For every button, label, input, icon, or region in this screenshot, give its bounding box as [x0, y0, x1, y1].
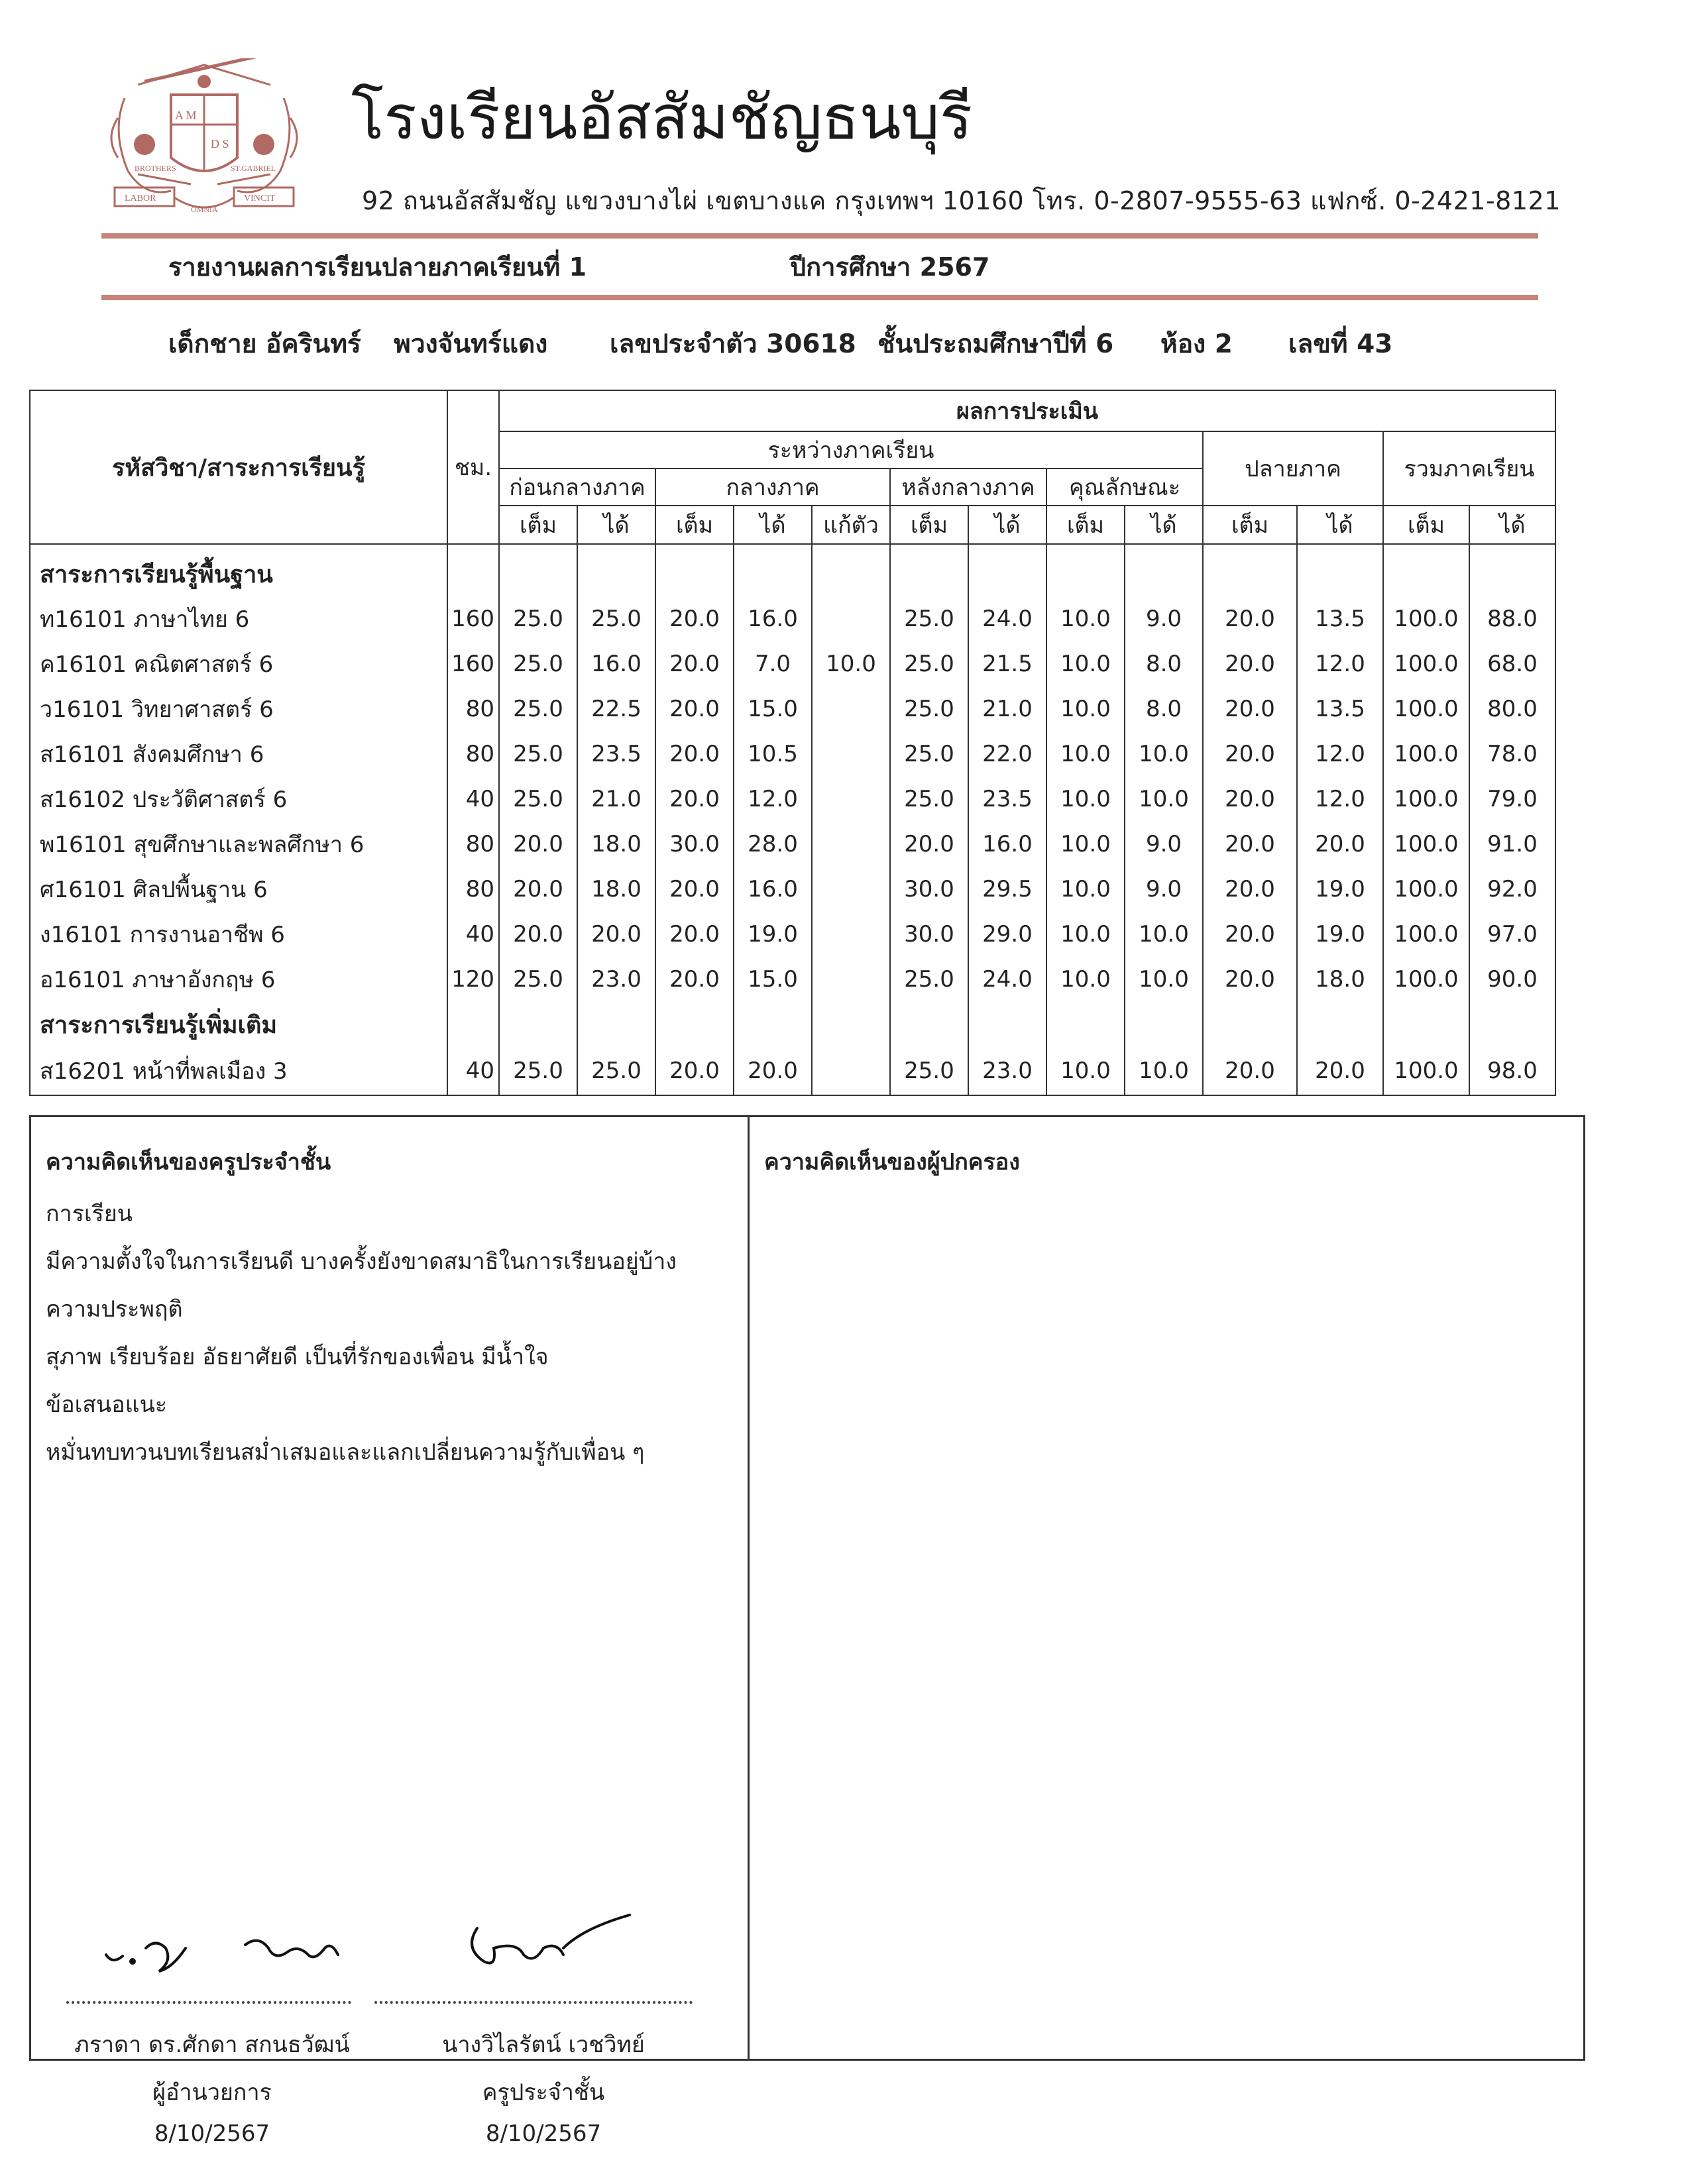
grades-table: [29, 390, 1556, 1096]
table-row: [30, 867, 1555, 912]
parent-comment-title: ความคิดเห็นของผู้ปกครอง: [764, 1149, 1020, 1175]
table-group-row: [30, 544, 1555, 596]
score-cell: 20.0: [890, 822, 968, 867]
score-cell: 20.0: [499, 822, 577, 867]
logo-left-letters: A M: [175, 109, 197, 122]
score-cell: 100.0: [1383, 777, 1469, 822]
score-cell: 10.0: [1046, 912, 1125, 957]
score-cell: [499, 544, 577, 596]
score-cell: 13.5: [1297, 686, 1383, 732]
score-cell: 100.0: [1383, 1047, 1469, 1095]
score-cell: 25.0: [890, 777, 968, 822]
score-cell: 19.0: [1297, 867, 1383, 912]
director-date: 8/10/2567: [154, 2120, 270, 2147]
score-cell: 18.0: [577, 822, 655, 867]
subject-name: ท16101 ภาษาไทย 6: [30, 596, 447, 641]
header-got: ได้: [1469, 506, 1555, 544]
score-cell: [968, 1002, 1046, 1047]
score-cell: 21.5: [968, 641, 1046, 686]
logo-banner-right: ST.GABRIEL: [231, 164, 276, 173]
score-cell: 20.0: [734, 1047, 812, 1095]
score-cell: [499, 1002, 577, 1047]
score-cell: 10.0: [1046, 732, 1125, 777]
header-remedial: แก้ตัว: [812, 506, 890, 544]
score-cell: 25.0: [890, 641, 968, 686]
subject-name: ว16101 วิทยาศาสตร์ 6: [30, 686, 447, 732]
header-got: ได้: [1125, 506, 1203, 544]
score-cell: 100.0: [1383, 596, 1469, 641]
score-cell: 20.0: [1203, 777, 1297, 822]
comment-line: มีความตั้งใจในการเรียนดี บางครั้งยังขาดสมาธิในการเรียนอยู่บ้าง: [46, 1248, 677, 1275]
score-cell: 8.0: [1125, 686, 1203, 732]
score-cell: [812, 686, 890, 732]
director-signature: [93, 1908, 358, 1988]
header-got: ได้: [577, 506, 655, 544]
score-cell: 10.0: [1046, 641, 1125, 686]
subject-name: ง16101 การงานอาชีพ 6: [30, 912, 447, 957]
score-cell: 10.0: [1125, 732, 1203, 777]
score-cell: 13.5: [1297, 596, 1383, 641]
table-row: [30, 686, 1555, 732]
header-full: เต็ม: [655, 506, 734, 544]
student-number: เลขที่ 43: [1288, 329, 1393, 359]
score-cell: 79.0: [1469, 777, 1555, 822]
score-cell: [577, 1002, 655, 1047]
score-cell: 28.0: [734, 822, 812, 867]
subject-name: ส16101 สังคมศึกษา 6: [30, 732, 447, 777]
score-cell: 20.0: [655, 596, 734, 641]
score-cell: 23.5: [968, 777, 1046, 822]
parent-comment-box: [750, 1115, 1585, 2061]
score-cell: 16.0: [734, 596, 812, 641]
score-cell: 12.0: [1297, 641, 1383, 686]
director-signature-line: [66, 2001, 351, 2004]
score-cell: [1383, 544, 1469, 596]
score-cell: 20.0: [1297, 822, 1383, 867]
score-cell: 25.0: [577, 596, 655, 641]
score-cell: [655, 1002, 734, 1047]
header-subject: รหัสวิชา/สาระการเรียนรู้: [30, 390, 447, 544]
score-cell: 20.0: [655, 867, 734, 912]
director-role: ผู้อำนวยการ: [152, 2079, 272, 2106]
score-cell: 18.0: [577, 867, 655, 912]
hours-cell: 80: [447, 867, 499, 912]
score-cell: 20.0: [1297, 1047, 1383, 1095]
comment-line: ความประพฤติ: [46, 1296, 183, 1323]
score-cell: 9.0: [1125, 822, 1203, 867]
score-cell: [812, 544, 890, 596]
score-cell: 20.0: [1203, 686, 1297, 732]
score-cell: 25.0: [890, 686, 968, 732]
score-cell: 25.0: [499, 641, 577, 686]
score-cell: 100.0: [1383, 957, 1469, 1002]
score-cell: 8.0: [1125, 641, 1203, 686]
score-cell: 16.0: [968, 822, 1046, 867]
table-row: [30, 641, 1555, 686]
score-cell: 25.0: [499, 777, 577, 822]
header-got: ได้: [734, 506, 812, 544]
score-cell: 18.0: [1297, 957, 1383, 1002]
score-cell: 20.0: [655, 732, 734, 777]
header-midterm: กลางภาค: [655, 468, 890, 506]
header-full: เต็ม: [890, 506, 968, 544]
hours-cell: 40: [447, 912, 499, 957]
score-cell: 20.0: [655, 641, 734, 686]
score-cell: 12.0: [734, 777, 812, 822]
score-cell: 7.0: [734, 641, 812, 686]
score-cell: [1046, 1002, 1125, 1047]
header-full: เต็ม: [1046, 506, 1125, 544]
teacher-name: นางวิไลรัตน์ เวชวิทย์: [442, 2032, 645, 2058]
report-title: รายงานผลการเรียนปลายภาคเรียนที่ 1: [168, 252, 587, 282]
score-cell: 10.5: [734, 732, 812, 777]
comment-line: ข้อเสนอแนะ: [46, 1392, 168, 1418]
header-full: เต็ม: [1383, 506, 1469, 544]
score-cell: 25.0: [890, 1047, 968, 1095]
score-cell: 20.0: [1203, 867, 1297, 912]
score-cell: 25.0: [890, 957, 968, 1002]
score-cell: 20.0: [655, 686, 734, 732]
score-cell: 30.0: [655, 822, 734, 867]
school-crest-logo: [98, 58, 310, 217]
header-post-midterm: หลังกลางภาค: [890, 468, 1046, 506]
score-cell: 30.0: [890, 912, 968, 957]
teacher-signature-line: [374, 2001, 693, 2004]
hours-cell: 80: [447, 732, 499, 777]
score-cell: 10.0: [1046, 867, 1125, 912]
score-cell: 22.0: [968, 732, 1046, 777]
director-name: ภราดา ดร.ศักดา สกนธวัฒน์: [74, 2032, 350, 2058]
score-cell: 20.0: [1203, 641, 1297, 686]
header-rule-top: [101, 233, 1538, 239]
score-cell: [812, 867, 890, 912]
header-full: เต็ม: [499, 506, 577, 544]
academic-year: ปีการศึกษา 2567: [790, 252, 990, 282]
table-row: [30, 732, 1555, 777]
score-cell: 23.0: [577, 957, 655, 1002]
score-cell: 16.0: [734, 867, 812, 912]
hours-cell: 160: [447, 596, 499, 641]
table-row: [30, 822, 1555, 867]
score-cell: 24.0: [968, 596, 1046, 641]
score-cell: 100.0: [1383, 912, 1469, 957]
score-cell: [577, 544, 655, 596]
header-assessment: ผลการประเมิน: [499, 390, 1555, 431]
score-cell: 12.0: [1297, 732, 1383, 777]
score-cell: 100.0: [1383, 732, 1469, 777]
score-cell: 90.0: [1469, 957, 1555, 1002]
score-cell: 20.0: [1203, 732, 1297, 777]
score-cell: 21.0: [577, 777, 655, 822]
score-cell: 97.0: [1469, 912, 1555, 957]
score-cell: 30.0: [890, 867, 968, 912]
score-cell: 78.0: [1469, 732, 1555, 777]
score-cell: 25.0: [890, 596, 968, 641]
score-cell: [890, 544, 968, 596]
teacher-comment-title: ความคิดเห็นของครูประจำชั้น: [46, 1149, 331, 1175]
score-cell: 9.0: [1125, 867, 1203, 912]
score-cell: [812, 777, 890, 822]
score-cell: 10.0: [1125, 777, 1203, 822]
score-cell: [734, 544, 812, 596]
score-cell: [812, 912, 890, 957]
subject-name: พ16101 สุขศึกษาและพลศึกษา 6: [30, 822, 447, 867]
header-rule-bottom: [101, 295, 1538, 300]
score-cell: 19.0: [1297, 912, 1383, 957]
score-cell: 100.0: [1383, 686, 1469, 732]
header-hours: ชม.: [447, 390, 499, 544]
score-cell: 25.0: [499, 596, 577, 641]
score-cell: 20.0: [499, 912, 577, 957]
score-cell: 10.0: [1125, 912, 1203, 957]
header-final: ปลายภาค: [1203, 431, 1383, 506]
header-got: ได้: [1297, 506, 1383, 544]
score-cell: 23.0: [968, 1047, 1046, 1095]
score-cell: 25.0: [499, 732, 577, 777]
score-cell: [1125, 1002, 1203, 1047]
score-cell: [812, 1047, 890, 1095]
score-cell: [1297, 1002, 1383, 1047]
score-cell: 25.0: [499, 1047, 577, 1095]
hours-cell: 80: [447, 822, 499, 867]
subject-name: ศ16101 ศิลปพื้นฐาน 6: [30, 867, 447, 912]
logo-motto-bottom: OMNIA: [191, 205, 218, 214]
table-group-row: [30, 1002, 1555, 1047]
table-row: [30, 596, 1555, 641]
score-cell: 12.0: [1297, 777, 1383, 822]
table-row: [30, 912, 1555, 957]
score-cell: [1469, 1002, 1555, 1047]
score-cell: 15.0: [734, 686, 812, 732]
subject-name: อ16101 ภาษาอังกฤษ 6: [30, 957, 447, 1002]
score-cell: [1125, 544, 1203, 596]
student-name: เด็กชาย อัครินทร์: [168, 329, 361, 359]
score-cell: 20.0: [1203, 822, 1297, 867]
hours-cell: [447, 1002, 499, 1047]
score-cell: 23.5: [577, 732, 655, 777]
score-cell: 98.0: [1469, 1047, 1555, 1095]
hours-cell: 40: [447, 777, 499, 822]
score-cell: [1297, 544, 1383, 596]
score-cell: 25.0: [890, 732, 968, 777]
logo-banner-left: BROTHERS: [135, 164, 176, 173]
hours-cell: [447, 544, 499, 596]
score-cell: 25.0: [577, 1047, 655, 1095]
score-cell: 20.0: [1203, 596, 1297, 641]
score-cell: 21.0: [968, 686, 1046, 732]
header-pre-midterm: ก่อนกลางภาค: [499, 468, 655, 506]
score-cell: [812, 957, 890, 1002]
table-row: [30, 957, 1555, 1002]
hours-cell: 160: [447, 641, 499, 686]
score-cell: [1383, 1002, 1469, 1047]
score-cell: 100.0: [1383, 641, 1469, 686]
subject-group-label: สาระการเรียนรู้พื้นฐาน: [30, 544, 447, 596]
table-row: [30, 1047, 1555, 1095]
score-cell: [812, 822, 890, 867]
score-cell: 10.0: [1046, 822, 1125, 867]
score-cell: 20.0: [1203, 1047, 1297, 1095]
score-cell: 20.0: [577, 912, 655, 957]
student-id: เลขประจำตัว 30618: [610, 329, 856, 359]
score-cell: 10.0: [1046, 1047, 1125, 1095]
score-cell: 20.0: [655, 912, 734, 957]
score-cell: 80.0: [1469, 686, 1555, 732]
subject-name: ส16102 ประวัติศาสตร์ 6: [30, 777, 447, 822]
teacher-date: 8/10/2567: [485, 2120, 602, 2147]
comment-line: สุภาพ เรียบร้อย อัธยาศัยดี เป็นที่รักของเพื่อน มีน้ำใจ: [46, 1344, 549, 1370]
score-cell: 22.5: [577, 686, 655, 732]
score-cell: [655, 544, 734, 596]
score-cell: [812, 596, 890, 641]
score-cell: 10.0: [1046, 777, 1125, 822]
logo-motto-right: VINCIT: [244, 193, 276, 203]
comment-line: หมั่นทบทวนบทเรียนสม่ำเสมอและแลกเปลี่ยนความรู้กับเพื่อน ๆ: [46, 1439, 645, 1466]
score-cell: [1203, 1002, 1297, 1047]
subject-name: ส16201 หน้าที่พลเมือง 3: [30, 1047, 447, 1095]
score-cell: 25.0: [499, 957, 577, 1002]
score-cell: 91.0: [1469, 822, 1555, 867]
table-row: [30, 777, 1555, 822]
score-cell: 100.0: [1383, 867, 1469, 912]
score-cell: 10.0: [1125, 957, 1203, 1002]
school-address: 92 ถนนอัสสัมชัญ แขวงบางไผ่ เขตบางแค กรุงเทพฯ 10160 โทร. 0-2807-9555-63 แฟกซ์. 0-2421-8121: [362, 186, 1561, 215]
score-cell: 10.0: [1046, 686, 1125, 732]
score-cell: 20.0: [655, 777, 734, 822]
score-cell: [812, 732, 890, 777]
score-cell: [734, 1002, 812, 1047]
score-cell: 20.0: [655, 1047, 734, 1095]
header-character: คุณลักษณะ: [1046, 468, 1203, 506]
score-cell: 20.0: [655, 957, 734, 1002]
score-cell: [1046, 544, 1125, 596]
score-cell: 20.0: [1203, 957, 1297, 1002]
score-cell: 68.0: [1469, 641, 1555, 686]
score-cell: 92.0: [1469, 867, 1555, 912]
teacher-role: ครูประจำชั้น: [482, 2079, 605, 2106]
subject-name: ค16101 คณิตศาสตร์ 6: [30, 641, 447, 686]
hours-cell: 120: [447, 957, 499, 1002]
header-during-term: ระหว่างภาคเรียน: [499, 431, 1203, 468]
score-cell: 10.0: [1125, 1047, 1203, 1095]
header-total: รวมภาคเรียน: [1383, 431, 1555, 506]
score-cell: 25.0: [499, 686, 577, 732]
score-cell: [1203, 544, 1297, 596]
score-cell: 10.0: [812, 641, 890, 686]
score-cell: 100.0: [1383, 822, 1469, 867]
score-cell: [812, 1002, 890, 1047]
score-cell: 19.0: [734, 912, 812, 957]
logo-right-letters: D S: [211, 137, 229, 150]
teacher-signature: [457, 1902, 643, 1988]
subject-group-label: สาระการเรียนรู้เพิ่มเติม: [30, 1002, 447, 1047]
hours-cell: 40: [447, 1047, 499, 1095]
score-cell: 24.0: [968, 957, 1046, 1002]
score-cell: [1469, 544, 1555, 596]
student-surname: พวงจันทร์แดง: [394, 329, 548, 359]
comment-line: การเรียน: [46, 1201, 133, 1227]
score-cell: 29.0: [968, 912, 1046, 957]
score-cell: 9.0: [1125, 596, 1203, 641]
score-cell: [968, 544, 1046, 596]
score-cell: 29.5: [968, 867, 1046, 912]
score-cell: 88.0: [1469, 596, 1555, 641]
score-cell: 10.0: [1046, 596, 1125, 641]
header-full: เต็ม: [1203, 506, 1297, 544]
score-cell: 10.0: [1046, 957, 1125, 1002]
score-cell: 20.0: [499, 867, 577, 912]
logo-motto-left: LABOR: [125, 193, 156, 203]
school-name: โรงเรียนอัสสัมชัญธนบุรี: [351, 82, 973, 153]
score-cell: 20.0: [1203, 912, 1297, 957]
header-got: ได้: [968, 506, 1046, 544]
hours-cell: 80: [447, 686, 499, 732]
score-cell: 15.0: [734, 957, 812, 1002]
student-grade: ชั้นประถมศึกษาปีที่ 6: [877, 329, 1114, 359]
score-cell: 16.0: [577, 641, 655, 686]
score-cell: [890, 1002, 968, 1047]
student-room: ห้อง 2: [1160, 329, 1233, 359]
